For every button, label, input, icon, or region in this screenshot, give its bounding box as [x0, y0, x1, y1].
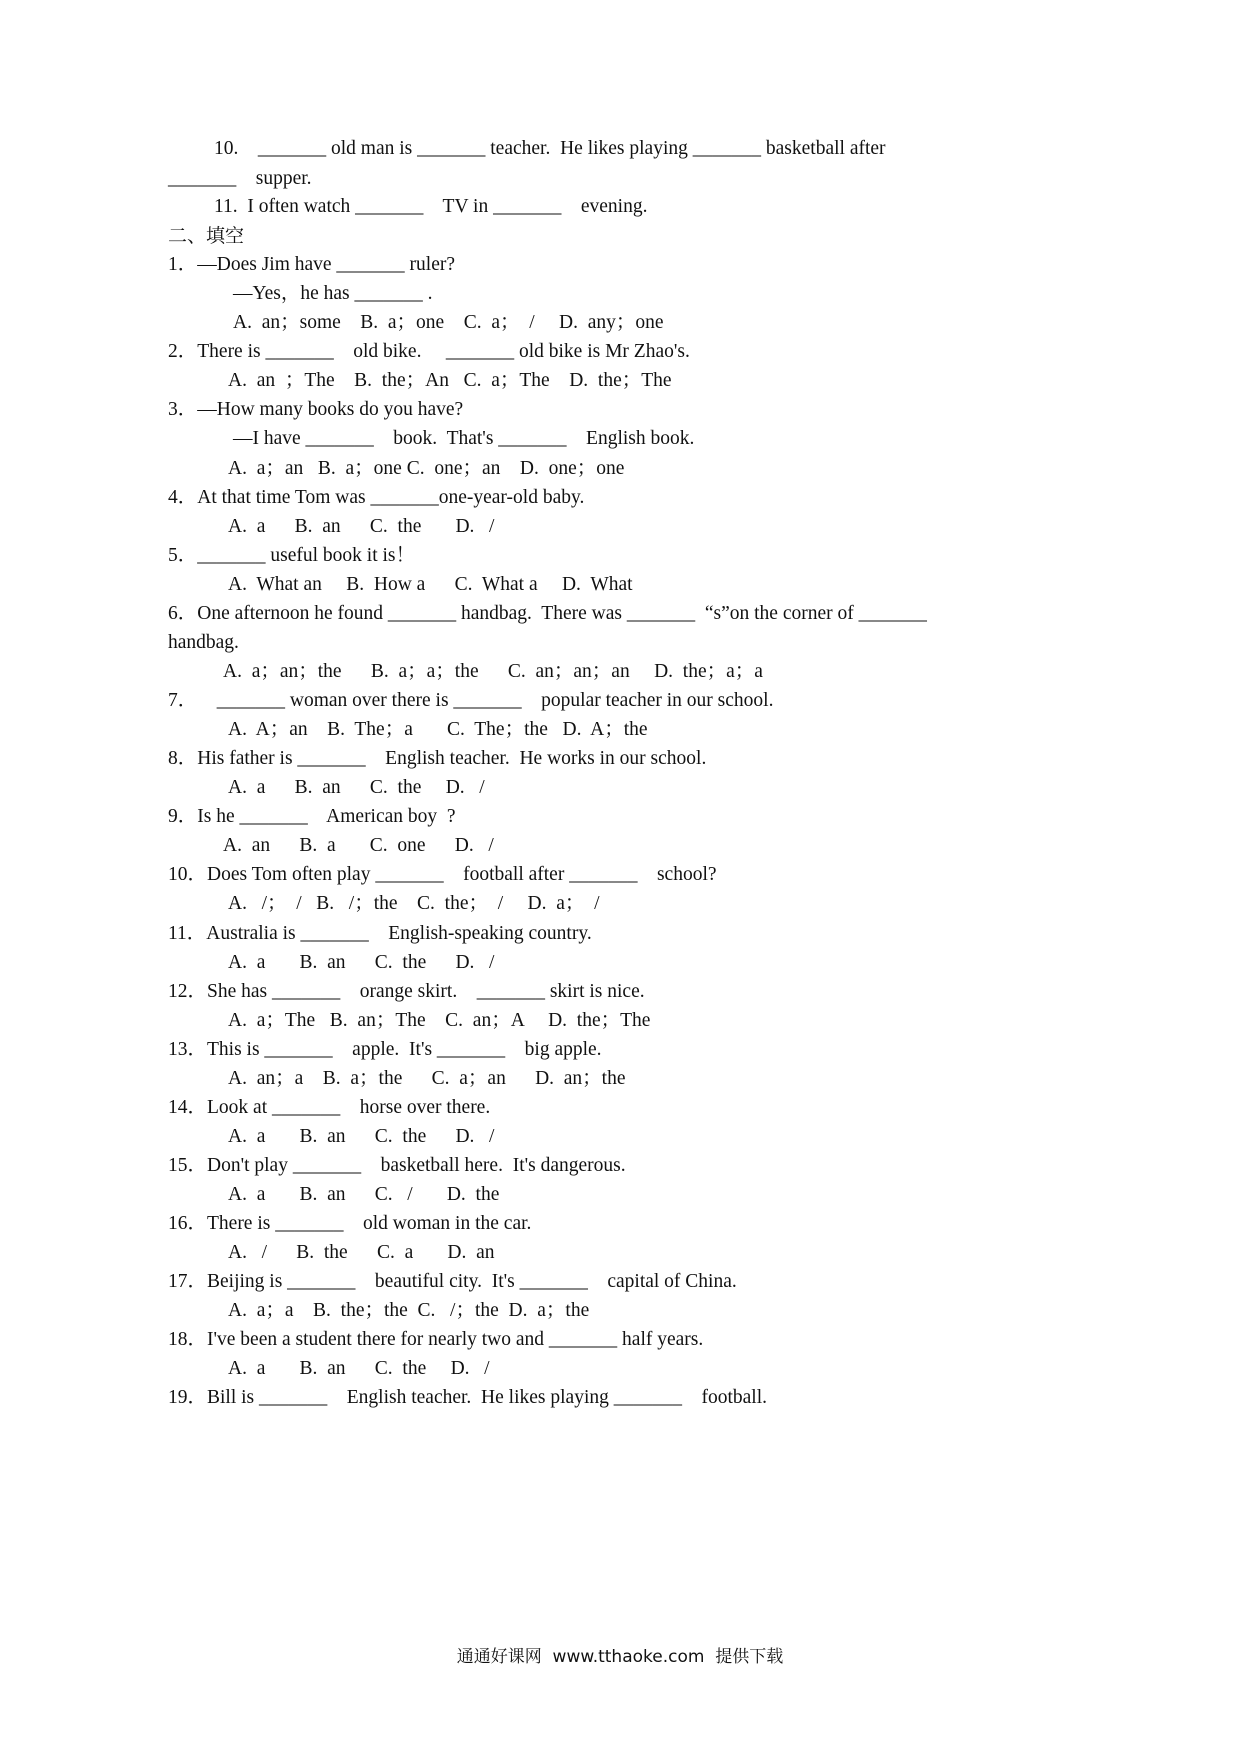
- question-5: 5．_______ useful book it is！: [168, 545, 415, 566]
- question-4: 4．At that time Tom was _______one-year-old baby.: [168, 487, 585, 508]
- question-14: 14．Look at _______ horse over there.: [168, 1097, 491, 1118]
- question-6-options: A. a；an；the B. a；a；the C. an；an；an D. the；a；a: [223, 661, 763, 682]
- question-9: 9．Is he _______ American boy ?: [168, 806, 456, 827]
- question-12-options: A. a；The B. an；The C. an；A D. the；The: [228, 1010, 651, 1031]
- question-11: 11．Australia is _______ English-speaking country.: [168, 923, 592, 944]
- question-11-options: A. a B. an C. the D. /: [228, 952, 495, 973]
- question-5-options: A. What an B. How a C. What a D. What: [228, 574, 633, 595]
- question-10: 10．Does Tom often play _______ football after _______ school?: [168, 864, 717, 885]
- question-1-options: A. an；some B. a；one C. a； / D. any；one: [233, 312, 664, 333]
- question-10-part1: 10. _______ old man is _______ teacher. He likes playing _______ basketball after: [214, 138, 886, 159]
- question-9-options: A. an B. a C. one D. /: [223, 835, 494, 856]
- question-18-options: A. a B. an C. the D. /: [228, 1358, 490, 1379]
- question-3-reply: —I have _______ book. That's _______ English book.: [233, 428, 695, 449]
- question-14-options: A. a B. an C. the D. /: [228, 1126, 495, 1147]
- question-16-options: A. / B. the C. a D. an: [228, 1242, 495, 1263]
- question-10-options: A. /； / B. /；the C. the； / D. a； /: [228, 893, 600, 914]
- question-19: 19．Bill is _______ English teacher. He likes playing _______ football.: [168, 1387, 768, 1408]
- question-7: 7． _______ woman over there is _______ popular teacher in our school.: [168, 690, 774, 711]
- question-3-options: A. a；an B. a；one C. one；an D. one；one: [228, 458, 625, 479]
- question-6: 6．One afternoon he found _______ handbag. There was _______ “s”on the corner of _______: [168, 603, 927, 624]
- question-17: 17．Beijing is _______ beautiful city. It's _______ capital of China.: [168, 1271, 737, 1292]
- footer-credit: 通通好课网 www.tthaoke.com 提供下载: [456, 1647, 784, 1667]
- question-13-options: A. an；a B. a；the C. a；an D. an；the: [228, 1068, 626, 1089]
- question-1-reply: —Yes，he has _______ .: [233, 283, 433, 304]
- question-6-cont: handbag.: [168, 632, 239, 653]
- question-1: 1．—Does Jim have _______ ruler?: [168, 254, 456, 275]
- question-13: 13．This is _______ apple. It's _______ big apple.: [168, 1039, 602, 1060]
- question-4-options: A. a B. an C. the D. /: [228, 516, 495, 537]
- section-heading: 二、填空: [168, 225, 245, 247]
- question-8-options: A. a B. an C. the D. /: [228, 777, 485, 798]
- question-16: 16．There is _______ old woman in the car.: [168, 1213, 532, 1234]
- question-8: 8．His father is _______ English teacher. He works in our school.: [168, 748, 707, 769]
- question-12: 12．She has _______ orange skirt. _______ skirt is nice.: [168, 981, 645, 1002]
- question-17-options: A. a；a B. the；the C. /；the D. a；the: [228, 1300, 590, 1321]
- question-2: 2．There is _______ old bike. _______ old bike is Mr Zhao's.: [168, 341, 690, 362]
- question-11-part1: 11. I often watch _______ TV in _______ evening.: [214, 196, 648, 217]
- question-2-options: A. an ；The B. the；An C. a；The D. the；The: [228, 370, 672, 391]
- question-7-options: A. A；an B. The；a C. The；the D. A；the: [228, 719, 648, 740]
- question-15: 15．Don't play _______ basketball here. It's dangerous.: [168, 1155, 626, 1176]
- question-18: 18．I've been a student there for nearly two and _______ half years.: [168, 1329, 704, 1350]
- question-3: 3．—How many books do you have?: [168, 399, 464, 420]
- question-10-part1-cont: _______ supper.: [168, 168, 312, 189]
- question-15-options: A. a B. an C. / D. the: [228, 1184, 500, 1205]
